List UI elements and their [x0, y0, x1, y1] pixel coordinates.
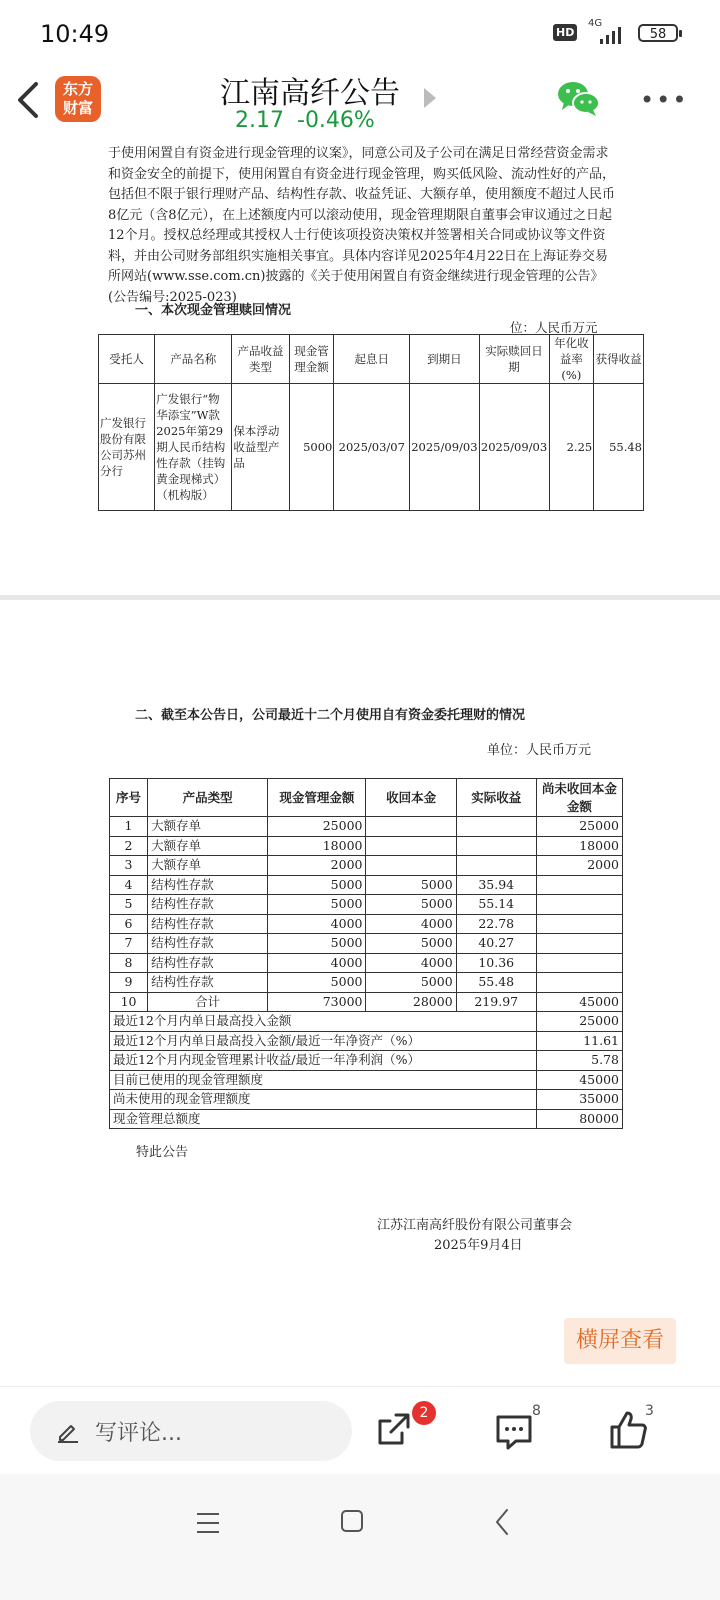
- t1-cell: 2025/03/07: [334, 384, 410, 511]
- table-row: [110, 836, 623, 856]
- summary-row: [110, 1070, 623, 1090]
- stock-price: 2.17: [235, 108, 284, 133]
- t1-cell: 5000: [289, 384, 334, 511]
- t2-cell: 5000: [366, 934, 456, 954]
- table-row: [110, 856, 623, 876]
- t2-cell: 7: [110, 934, 148, 954]
- t1-header: 年化收益率(%): [549, 335, 594, 384]
- battery-icon: 58: [638, 24, 678, 42]
- page-divider: [0, 595, 720, 600]
- likes-count: 3: [645, 1403, 654, 1419]
- t2-cell: 219.97: [456, 992, 536, 1012]
- table-row: [110, 817, 623, 837]
- t2-cell: [536, 895, 622, 915]
- section2-unit: 单位：人民币万元: [487, 743, 592, 758]
- summary-value: 35000: [536, 1090, 622, 1110]
- t2-cell: 大额存单: [148, 817, 268, 837]
- t2-cell: 45000: [536, 992, 622, 1012]
- redemption-table: [98, 334, 644, 511]
- t2-cell: 40.27: [456, 934, 536, 954]
- bottom-action-bar: [0, 1386, 720, 1475]
- t2-header: 尚未收回本金金额: [536, 779, 622, 817]
- thumbs-up-icon[interactable]: [608, 1409, 650, 1451]
- table-row: [110, 934, 623, 954]
- t2-cell: 5000: [268, 875, 366, 895]
- t2-cell: 6: [110, 914, 148, 934]
- t2-cell: 5000: [366, 895, 456, 915]
- table-row: [110, 895, 623, 915]
- t2-cell: 结构性存款: [148, 895, 268, 915]
- hd-icon: HD: [553, 24, 577, 41]
- summary-row: [110, 1109, 623, 1129]
- page-title: 江南高纤公告: [220, 76, 400, 111]
- network-type: 4G: [588, 18, 603, 29]
- t1-header: 实际赎回日期: [479, 335, 549, 384]
- more-menu-icon[interactable]: •••: [640, 86, 689, 114]
- nav-back-icon[interactable]: [494, 1508, 510, 1536]
- t2-cell: 73000: [268, 992, 366, 1012]
- t2-cell: 结构性存款: [148, 914, 268, 934]
- t2-header: 产品类型: [148, 779, 268, 817]
- t2-cell: 4000: [268, 953, 366, 973]
- signature-company: 江苏江南高纤股份有限公司董事会: [377, 1218, 573, 1233]
- t2-cell: [456, 836, 536, 856]
- t2-header: 现金管理金额: [268, 779, 366, 817]
- t2-cell: 合计: [148, 992, 268, 1012]
- share-icon[interactable]: [374, 1409, 414, 1449]
- logo-line-2: 财富: [62, 99, 93, 117]
- home-icon[interactable]: [341, 1510, 363, 1532]
- t1-cell: 保本浮动收益型产品: [232, 384, 289, 511]
- summary-row: [110, 1051, 623, 1071]
- summary-row: [110, 1090, 623, 1110]
- t2-cell: 18000: [268, 836, 366, 856]
- table-row: [110, 953, 623, 973]
- t2-cell: 4000: [268, 914, 366, 934]
- t2-cell: 4000: [366, 953, 456, 973]
- t2-cell: 5: [110, 895, 148, 915]
- table-row: [110, 992, 623, 1012]
- comments-count: 8: [532, 1403, 541, 1419]
- t2-cell: 5000: [268, 934, 366, 954]
- t2-cell: 结构性存款: [148, 934, 268, 954]
- t2-cell: 25000: [268, 817, 366, 837]
- t2-cell: 8: [110, 953, 148, 973]
- section1-unit: 位：人民币万元: [510, 320, 598, 335]
- t2-cell: 28000: [366, 992, 456, 1012]
- t2-cell: 18000: [536, 836, 622, 856]
- t2-cell: [456, 817, 536, 837]
- menu-icon[interactable]: [196, 1512, 220, 1534]
- t1-header: 到期日: [410, 335, 479, 384]
- investment-table: [109, 778, 623, 1129]
- comments-icon[interactable]: [494, 1411, 534, 1451]
- summary-value: 80000: [536, 1109, 622, 1129]
- section1-title: 一、本次现金管理赎回情况: [135, 303, 292, 318]
- t2-cell: 10: [110, 992, 148, 1012]
- table-row: [110, 875, 623, 895]
- summary-value: 25000: [536, 1012, 622, 1032]
- summary-value: 11.61: [536, 1031, 622, 1051]
- t1-cell: 广发银行“物华添宝”W款2025年第29期人民币结构性存款（挂钩黄金现梯式）（机构版）: [155, 384, 232, 511]
- t2-cell: 4000: [366, 914, 456, 934]
- t2-cell: 9: [110, 973, 148, 993]
- t2-cell: 5000: [268, 895, 366, 915]
- t1-cell: 2025/09/03: [479, 384, 549, 511]
- t2-cell: 2: [110, 836, 148, 856]
- t2-cell: [366, 836, 456, 856]
- t1-header: 现金管理金额: [289, 335, 334, 384]
- closing-notice: 特此公告: [136, 1145, 189, 1160]
- t2-cell: [536, 914, 622, 934]
- status-bar: [0, 0, 720, 64]
- app-header: [0, 64, 720, 144]
- t2-header: 序号: [110, 779, 148, 817]
- t2-cell: 5000: [366, 875, 456, 895]
- t2-cell: [536, 875, 622, 895]
- t1-header: 起息日: [334, 335, 410, 384]
- t2-cell: 1: [110, 817, 148, 837]
- t2-cell: [366, 817, 456, 837]
- pen-icon: [56, 1419, 80, 1443]
- t2-cell: [536, 934, 622, 954]
- summary-label: 最近12个月内单日最高投入金额: [110, 1012, 537, 1032]
- summary-label: 目前已使用的现金管理额度: [110, 1070, 537, 1090]
- logo-line-1: 东方: [62, 80, 93, 98]
- t2-header: 实际收益: [456, 779, 536, 817]
- t2-cell: 25000: [536, 817, 622, 837]
- stock-change: -0.46%: [297, 108, 375, 133]
- summary-value: 5.78: [536, 1051, 622, 1071]
- back-arrow-icon[interactable]: [14, 78, 44, 122]
- t2-cell: 10.36: [456, 953, 536, 973]
- t1-cell: 2025/09/03: [410, 384, 479, 511]
- wechat-share-icon[interactable]: [555, 78, 601, 118]
- landscape-view-button[interactable]: 横屏查看: [564, 1318, 676, 1364]
- signature-date: 2025年9月4日: [434, 1238, 523, 1253]
- t2-cell: [536, 973, 622, 993]
- t1-cell: 2.25: [549, 384, 594, 511]
- t1-header: 受托人: [99, 335, 155, 384]
- app-logo: [55, 76, 101, 122]
- summary-label: 最近12个月内单日最高投入金额/最近一年净资产（%）: [110, 1031, 537, 1051]
- table-row: [99, 384, 644, 511]
- summary-row: [110, 1031, 623, 1051]
- summary-value: 45000: [536, 1070, 622, 1090]
- t2-cell: 55.48: [456, 973, 536, 993]
- status-time: 10:49: [40, 20, 110, 48]
- summary-label: 现金管理总额度: [110, 1109, 537, 1129]
- t2-cell: 结构性存款: [148, 953, 268, 973]
- t2-cell: 55.14: [456, 895, 536, 915]
- summary-row: [110, 1012, 623, 1032]
- intro-paragraph: 于使用闲置自有资金进行现金管理的议案》，同意公司及子公司在满足日常经营资金需求和资金安全的前提下，使用闲置自有资金进行现金管理，购买低风险、流动性好的产品，包括但不限于银行理财产品、结构性存款、收益凭证、大额存单，使用额度不超过人民币8亿元（含8亿元），在上述额度内可以滚动使用，现金管理期限自董事会审议通过之日起12个月。授权总经理或其授权人士行使该项投资决策权并签署相关合同或协议等文件资料，并由公司财务部组织实施相关事宜。具体内容详见2025年4月22日在上海证券交易所网站(www.sse.com.cn)披露的《关于使用闲置自有资金继续进行现金管理的公告》(公告编号:2025-023): [108, 146, 616, 305]
- t2-cell: 2000: [536, 856, 622, 876]
- signal-icon: [596, 26, 626, 44]
- t2-cell: 5000: [366, 973, 456, 993]
- t2-cell: 大额存单: [148, 856, 268, 876]
- t2-cell: 大额存单: [148, 836, 268, 856]
- system-nav-bar: [0, 1474, 720, 1600]
- summary-label: 最近12个月内现金管理累计收益/最近一年净利润（%）: [110, 1051, 537, 1071]
- t1-header: 产品收益类型: [232, 335, 289, 384]
- summary-label: 尚未使用的现金管理额度: [110, 1090, 537, 1110]
- t2-cell: 5000: [268, 973, 366, 993]
- t2-cell: 22.78: [456, 914, 536, 934]
- comment-placeholder[interactable]: 写评论...: [95, 1421, 182, 1446]
- t1-header: 产品名称: [155, 335, 232, 384]
- play-arrow-icon[interactable]: [424, 88, 436, 108]
- t1-cell: 55.48: [594, 384, 644, 511]
- t2-header: 收回本金: [366, 779, 456, 817]
- t2-cell: 4: [110, 875, 148, 895]
- t2-cell: 35.94: [456, 875, 536, 895]
- t1-header: 获得收益: [594, 335, 644, 384]
- table-row: [110, 973, 623, 993]
- share-badge: 2: [412, 1401, 436, 1425]
- t2-cell: 3: [110, 856, 148, 876]
- t2-cell: [366, 856, 456, 876]
- t2-cell: 结构性存款: [148, 875, 268, 895]
- section2-title: 二、截至本公告日，公司最近十二个月使用自有资金委托理财的情况: [135, 708, 526, 723]
- t2-cell: 结构性存款: [148, 973, 268, 993]
- t2-cell: [536, 953, 622, 973]
- t2-cell: [456, 856, 536, 876]
- t1-cell: 广发银行股份有限公司苏州分行: [99, 384, 155, 511]
- table-row: [110, 914, 623, 934]
- t2-cell: 2000: [268, 856, 366, 876]
